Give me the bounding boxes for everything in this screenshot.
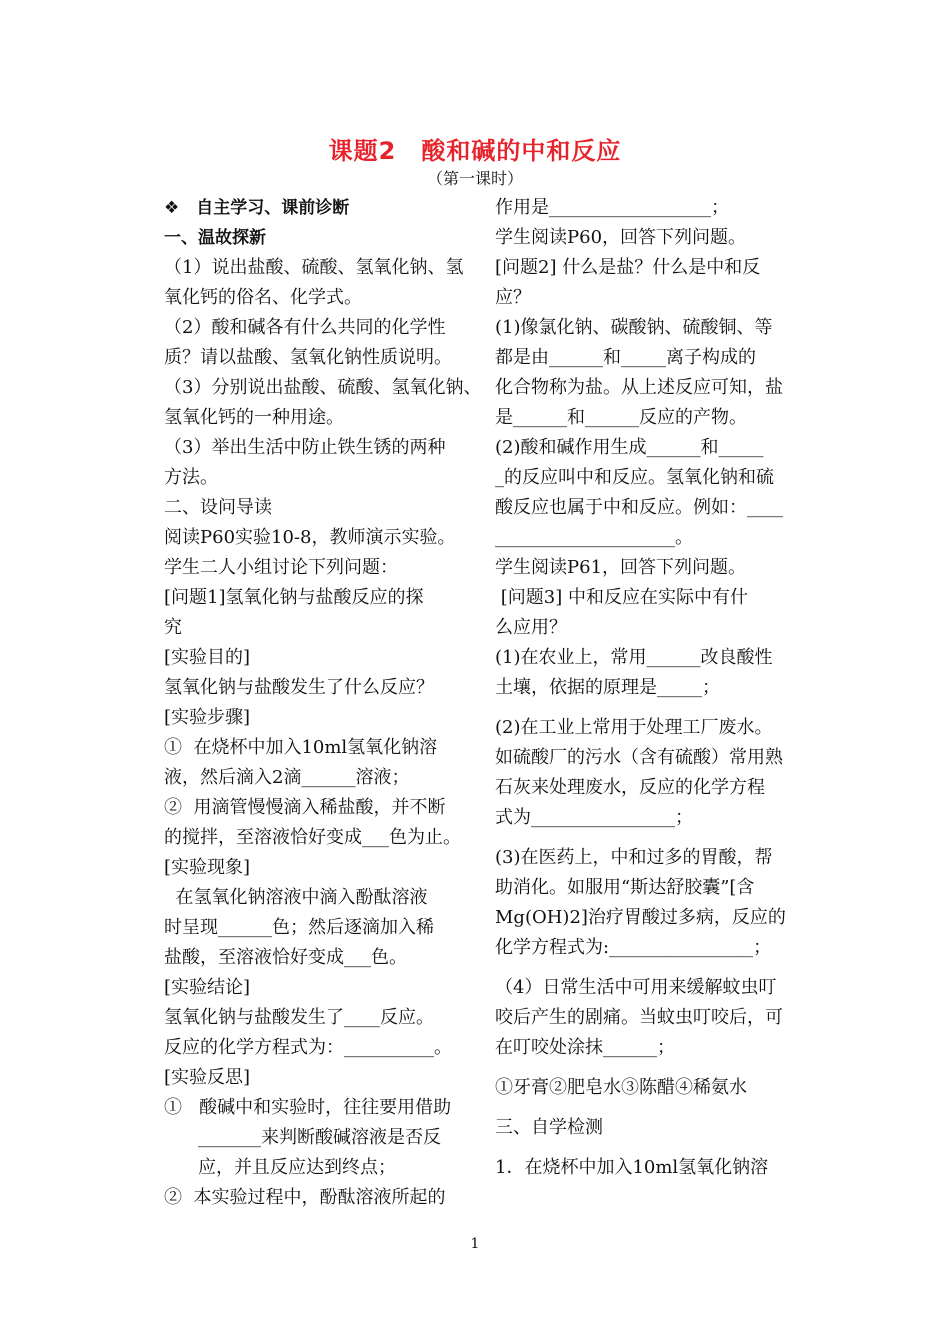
text-line: （4）日常生活中可用来缓解蚊虫叮 (495, 977, 777, 998)
text-line: 助消化。如服用“斯达舒胶囊”[含 (495, 877, 755, 898)
text-line: 1．在烧杯中加入10ml氢氧化钠溶 (495, 1157, 769, 1178)
page-subtitle: （第一课时） (426, 169, 523, 188)
text-line: 化学方程式为:________________； (495, 937, 772, 958)
text-line: （3）举出生活中防止铁生锈的两种 (164, 437, 446, 458)
text-line: 应？ (495, 287, 531, 308)
spacer (495, 1103, 791, 1113)
text-line: (1)像氯化钠、碳酸钠、硫酸铜、等 (495, 317, 773, 338)
spacer (495, 1143, 791, 1153)
text-line: 氧化钙的俗名、化学式。 (164, 287, 362, 308)
text-line: （3）分别说出盐酸、硫酸、氢氧化钠、 (164, 377, 482, 398)
text-line: _______来判断酸碱溶液是否反 (198, 1127, 441, 1148)
text-line: [问题2] 什么是盐？什么是中和反 (495, 257, 761, 278)
text-line: 酸反应也属于中和反应。例如：____ (495, 497, 783, 518)
text-line: [实验现象] (164, 857, 251, 878)
text-line: ____________________。 (495, 527, 693, 548)
text-line: 学生阅读P60，回答下列问题。 (495, 227, 747, 248)
text-line: 式为________________； (495, 807, 693, 828)
right-column (495, 193, 791, 1183)
text-line: 反应的化学方程式为：__________。 (164, 1037, 452, 1058)
text-line: (1)在农业上，常用______改良酸性 (495, 647, 773, 668)
text-line: 的搅拌，至溶液恰好变成___色为止。 (164, 827, 461, 848)
text-line: (2)在工业上常用于处理工厂废水。 (495, 717, 773, 738)
text-line: （2）酸和碱各有什么共同的化学性 (164, 317, 446, 338)
text-line: ①牙膏②肥皂水③陈醋④稀氨水 (495, 1077, 747, 1098)
spacer (495, 833, 791, 843)
text-line: 咬后产生的剧痛。当蚊虫叮咬后，可 (495, 1007, 783, 1028)
text-line: 化合物称为盐。从上述反应可知，盐 (495, 377, 783, 398)
section-heading: ❖ 自主学习、课前诊断 (164, 198, 350, 218)
spacer (495, 1063, 791, 1073)
text-line: 二、设问导读 (164, 497, 272, 518)
text-line: 究 (164, 617, 182, 638)
text-line: ② 本实验过程中，酚酞溶液所起的 (164, 1187, 446, 1208)
text-line: Mg(OH)2]治疗胃酸过多病，反应的 (495, 907, 786, 928)
text-line: 应，并且反应达到终点； (198, 1157, 396, 1178)
text-line: 石灰来处理废水，反应的化学方程 (495, 777, 765, 798)
text-line: 液，然后滴入2滴______溶液； (164, 767, 410, 788)
text-line: ① 在烧杯中加入10ml氢氧化钠溶 (164, 737, 438, 758)
text-line: 作用是__________________； (495, 197, 729, 218)
text-line: 如硫酸厂的污水（含有硫酸）常用熟 (495, 747, 783, 768)
text-line: 盐酸，至溶液恰好变成___色。 (164, 947, 407, 968)
text-line: 是______和______反应的产物。 (495, 407, 747, 428)
text-line: [实验步骤] (164, 707, 251, 728)
text-line: ② 用滴管慢慢滴入稀盐酸，并不断 (164, 797, 446, 818)
text-line: 氢氧化钠与盐酸发生了____反应。 (164, 1007, 434, 1028)
spacer (495, 703, 791, 713)
text-line: 质？请以盐酸、氢氧化钠性质说明。 (164, 347, 452, 368)
text-line: [实验目的] (164, 647, 251, 668)
text-line: [实验结论] (164, 977, 251, 998)
text-line: 氢氧化钠与盐酸发生了什么反应？ (164, 677, 434, 698)
text-line: 土壤，依据的原理是_____； (495, 677, 720, 698)
text-line: 学生阅读P61，回答下列问题。 (495, 557, 747, 578)
text-line: ① 酸碱中和实验时，往往要用借助 (164, 1097, 452, 1118)
text-line: 在叮咬处涂抹______； (495, 1037, 675, 1058)
text-line: 在氢氧化钠溶液中滴入酚酞溶液 (164, 887, 428, 908)
section-heading: 一、温故探新 (164, 228, 266, 248)
text-line: 时呈现______色；然后逐滴加入稀 (164, 917, 434, 938)
text-line: 三、自学检测 (495, 1117, 603, 1138)
spacer (495, 963, 791, 973)
text-line: 氢氧化钙的一种用途。 (164, 407, 344, 428)
text-line: 都是由______和_____离子构成的 (495, 347, 756, 368)
text-line: （1）说出盐酸、硫酸、氢氧化钠、氢 (164, 257, 464, 278)
text-line: 学生二人小组讨论下列问题： (164, 557, 398, 578)
text-line: [实验反思] (164, 1067, 251, 1088)
text-line: 方法。 (164, 467, 218, 488)
text-line: 阅读P60实验10-8，教师演示实验。 (164, 527, 456, 548)
page-title: 课题2 酸和碱的中和反应 (328, 137, 622, 165)
text-line: [问题1]氢氧化钠与盐酸反应的探 (164, 587, 424, 608)
page-number: 1 (470, 1236, 480, 1252)
text-line: (3)在医药上，中和过多的胃酸，帮 (495, 847, 773, 868)
text-line: _的反应叫中和反应。氢氧化钠和硫 (495, 467, 774, 488)
text-line: 么应用？ (495, 617, 567, 638)
text-line: [问题3] 中和反应在实际中有什 (495, 587, 748, 608)
left-column (164, 193, 482, 1213)
text-line: (2)酸和碱作用生成______和_____ (495, 437, 764, 458)
